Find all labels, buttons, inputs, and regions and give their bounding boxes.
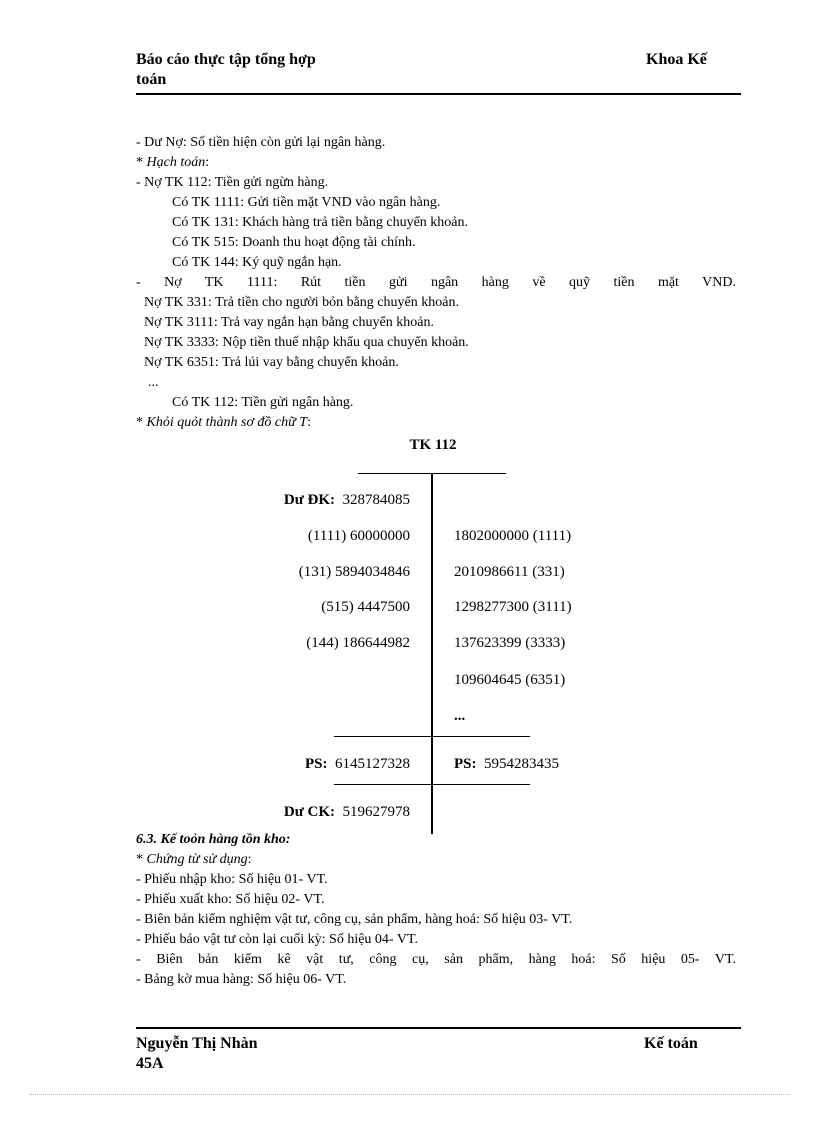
credit-entry: 137623399 (3333) [454, 635, 566, 651]
header-department: Khoa Kế [646, 51, 707, 68]
credit-entry: 109604645 (6351) [454, 672, 566, 688]
bullet-mark: * [136, 852, 147, 867]
section-heading: 6.3. Kế toỏn hàng tồn kho: [136, 832, 291, 847]
page-edge-divider [30, 1094, 790, 1095]
text-line: Có TK 1111: Gửi tiền mặt VND vào ngân hàng. [172, 195, 441, 210]
ps-debit [220, 756, 410, 773]
bullet-mark: * [136, 155, 147, 170]
accounting-entries [136, 133, 736, 433]
footer-rule [136, 1027, 741, 1029]
subheading-colon: : [307, 415, 311, 430]
opening-value: 328784085 [342, 492, 410, 508]
text-line [136, 850, 736, 870]
closing-value: 519627978 [342, 804, 410, 820]
closing-label: Dư CK: [283, 804, 335, 820]
debit-entry: (144) 186644982 [306, 635, 410, 651]
inventory-section [136, 830, 736, 990]
list-item-justified: - Biên bản kiểm kê vật tư, công cụ, sản phẩm, hàng hoá: Số hiệu 05- VT. [136, 952, 736, 967]
bullet-mark: * [136, 415, 147, 430]
debit-entry: (131) 5894034846 [298, 564, 410, 580]
opening-label: Dư ĐK: [283, 492, 335, 508]
text-line: ... [148, 375, 159, 390]
subheading-italic: Hạch toán [146, 155, 206, 170]
text-line: Có TK 131: Khách hàng trả tiền bằng chuyển khoản. [172, 215, 469, 230]
header-title-line2: toán [136, 71, 167, 88]
opening-balance [220, 492, 410, 509]
header-rule [136, 93, 741, 95]
credit-entry: 2010986611 (331) [454, 564, 565, 580]
text-line: Nợ TK 331: Trả tiền cho người bỏn bằng chuyển khoản. [144, 295, 459, 310]
text-line-justified: - Nợ TK 1111: Rút tiền gửi ngân hàng về quỹ tiền mặt VND. [136, 275, 736, 290]
credit-entry: 1802000000 (1111) [454, 528, 572, 544]
t-account-title: TK 112 [409, 437, 457, 453]
ps-debit-label: PS: [305, 756, 328, 772]
header-title [136, 50, 316, 90]
debit-entry: (515) 4447500 [321, 599, 410, 615]
ps-credit [454, 756, 559, 773]
text-line [136, 413, 736, 433]
list-item: - Phiếu xuất kho: Số hiệu 02- VT. [136, 892, 325, 907]
closing-balance [220, 804, 410, 821]
t-account-ps-top-rule [334, 736, 530, 737]
ps-credit-label: PS: [454, 756, 477, 772]
ps-credit-value: 5954283435 [484, 756, 559, 772]
text-line: Nợ TK 3333: Nộp tiền thuế nhập khẩu qua chuyển khoản. [144, 335, 469, 350]
subheading-italic: Chứng từ sử dụng [146, 852, 248, 867]
ps-debit-value: 6145127328 [335, 756, 410, 772]
subheading-italic: Khỏi quỏt thành sơ đồ chữ T [146, 415, 308, 430]
t-account-ps-bottom-rule [334, 784, 530, 785]
credit-ellipsis: ... [454, 708, 466, 724]
list-item: - Phiếu nhập kho: Số hiệu 01- VT. [136, 872, 328, 887]
text-line: - Nợ TK 112: Tiền gửi ngừn hàng. [136, 175, 329, 190]
list-item: - Phiếu báo vật tư còn lại cuối kỳ: Số hiệu 04- VT. [136, 932, 418, 947]
text-line: Có TK 144: Ký quỹ ngắn hạn. [172, 255, 342, 270]
credit-entry: 1298277300 (3111) [454, 599, 572, 615]
list-item: - Biên bản kiểm nghiệm vật tư, công cụ, sản phẩm, hàng hoá: Số hiệu 03- VT. [136, 912, 573, 927]
footer-author-class: 45A [136, 1055, 164, 1072]
footer-department: Kế toán [644, 1035, 698, 1052]
text-line: Nợ TK 6351: Trả lúi vay bằng chuyển khoản. [144, 355, 399, 370]
debit-entry: (1111) 60000000 [307, 528, 410, 544]
text-line: Có TK 515: Doanh thu hoạt động tài chính. [172, 235, 416, 250]
footer-author [136, 1034, 258, 1074]
subheading-colon: : [205, 155, 210, 170]
t-account-stem [431, 473, 433, 834]
text-line: Có TK 112: Tiền gửi ngân hàng. [172, 395, 354, 410]
header-title-line1: Báo cáo thực tập tổng hợp [136, 51, 316, 68]
text-line [136, 153, 736, 173]
subheading-colon: : [247, 852, 252, 867]
text-line: - Dư Nợ: Số tiền hiện còn gửi lại ngân hàng. [136, 135, 386, 150]
footer-author-name: Nguyễn Thị Nhàn [136, 1035, 258, 1052]
text-line: Nợ TK 3111: Trả vay ngắn hạn bằng chuyển khoản. [144, 315, 434, 330]
list-item: - Bảng kờ mua hàng: Số hiệu 06- VT. [136, 972, 347, 987]
